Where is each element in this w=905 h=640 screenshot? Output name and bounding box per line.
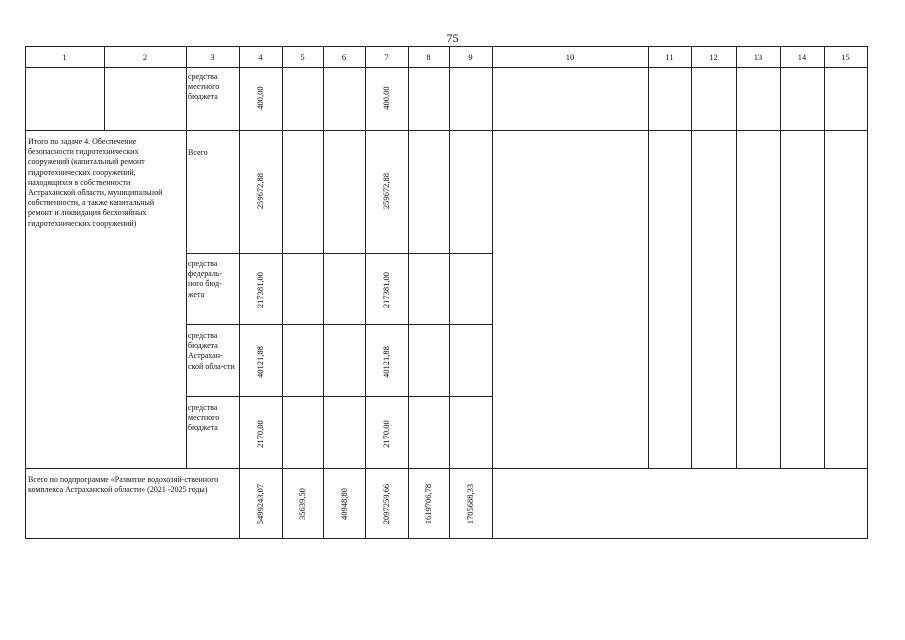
rule — [365, 46, 366, 539]
rule — [736, 46, 737, 469]
funding-source-label: Всего — [188, 148, 208, 157]
funding-source-label: средства федераль-ного бюд-жета — [188, 259, 223, 299]
cell-value: 40121,88 — [255, 346, 265, 378]
rule — [25, 468, 868, 469]
cell-value: 400,00 — [255, 86, 265, 110]
rule — [186, 396, 492, 397]
funding-source-label: средства местного бюджета — [188, 403, 220, 433]
cell-value: 35639,50 — [297, 488, 307, 520]
cell-value: 1705688,33 — [465, 483, 475, 525]
column-header: 13 — [753, 52, 763, 62]
rule — [25, 538, 868, 539]
task-4-name: Итого по задаче 4. Обеспечение безопасности гидротехнических сооружений (капитальный ремонт гидротехнических сооружений, находящихся в собственности Астраханской области, муниципальной собственности, а также капитальный ремонт и ликвидация бесхозяйных гидротехнических сооружений) — [28, 137, 163, 228]
cell-value: 217381,00 — [381, 271, 391, 309]
rule — [25, 46, 26, 539]
rule — [186, 253, 492, 254]
funding-source-label: средства бюджета Астрахан-ской обла-сти — [188, 331, 235, 371]
rule — [25, 130, 868, 131]
rule — [492, 46, 493, 539]
column-header: 7 — [384, 52, 389, 62]
subprogram-total-name: Всего по подпрограмме «Развитие водохозяй-ственного комплекса Астраханской области» (2021 -2025 годы) — [28, 475, 219, 495]
column-header: 15 — [841, 52, 850, 62]
cell-value: 40948,80 — [339, 488, 349, 520]
column-header: 5 — [300, 52, 305, 62]
cell-value: 5499243,07 — [255, 483, 265, 525]
rule — [408, 46, 409, 539]
rule — [867, 46, 868, 539]
column-header: 2 — [142, 52, 148, 62]
rule — [239, 46, 240, 539]
column-header: 9 — [468, 52, 473, 62]
rule — [648, 46, 649, 469]
column-header: 1 — [62, 52, 67, 62]
column-header: 14 — [797, 52, 807, 62]
cell-value: 2170,00 — [381, 420, 391, 448]
cell-value: 2097259,66 — [381, 483, 391, 525]
cell-value: 2170,00 — [255, 420, 265, 448]
cell-value: 400,00 — [381, 86, 391, 110]
rule — [323, 46, 324, 539]
column-header: 3 — [210, 52, 215, 62]
cell-value: 259672,88 — [255, 172, 265, 210]
cell-value: 217381,00 — [255, 271, 265, 309]
column-header: 6 — [341, 52, 347, 62]
rule — [25, 46, 868, 47]
column-header: 10 — [565, 52, 575, 62]
cell-value: 259672,88 — [381, 172, 391, 210]
cell-value: 40121,88 — [381, 346, 391, 378]
column-header: 4 — [258, 52, 263, 62]
rule — [449, 46, 450, 539]
rule — [824, 46, 825, 469]
cell-value: 1619706,78 — [423, 483, 433, 525]
column-header: 11 — [665, 52, 674, 62]
rule — [25, 67, 868, 68]
rule — [780, 46, 781, 469]
column-header: 8 — [426, 52, 431, 62]
rule — [282, 46, 283, 539]
funding-source-label: средства местного бюджета — [188, 72, 220, 102]
rule — [691, 46, 692, 469]
page-number: 75 — [446, 31, 459, 45]
rule — [186, 46, 187, 469]
column-header: 12 — [709, 52, 718, 62]
rule — [186, 324, 492, 325]
